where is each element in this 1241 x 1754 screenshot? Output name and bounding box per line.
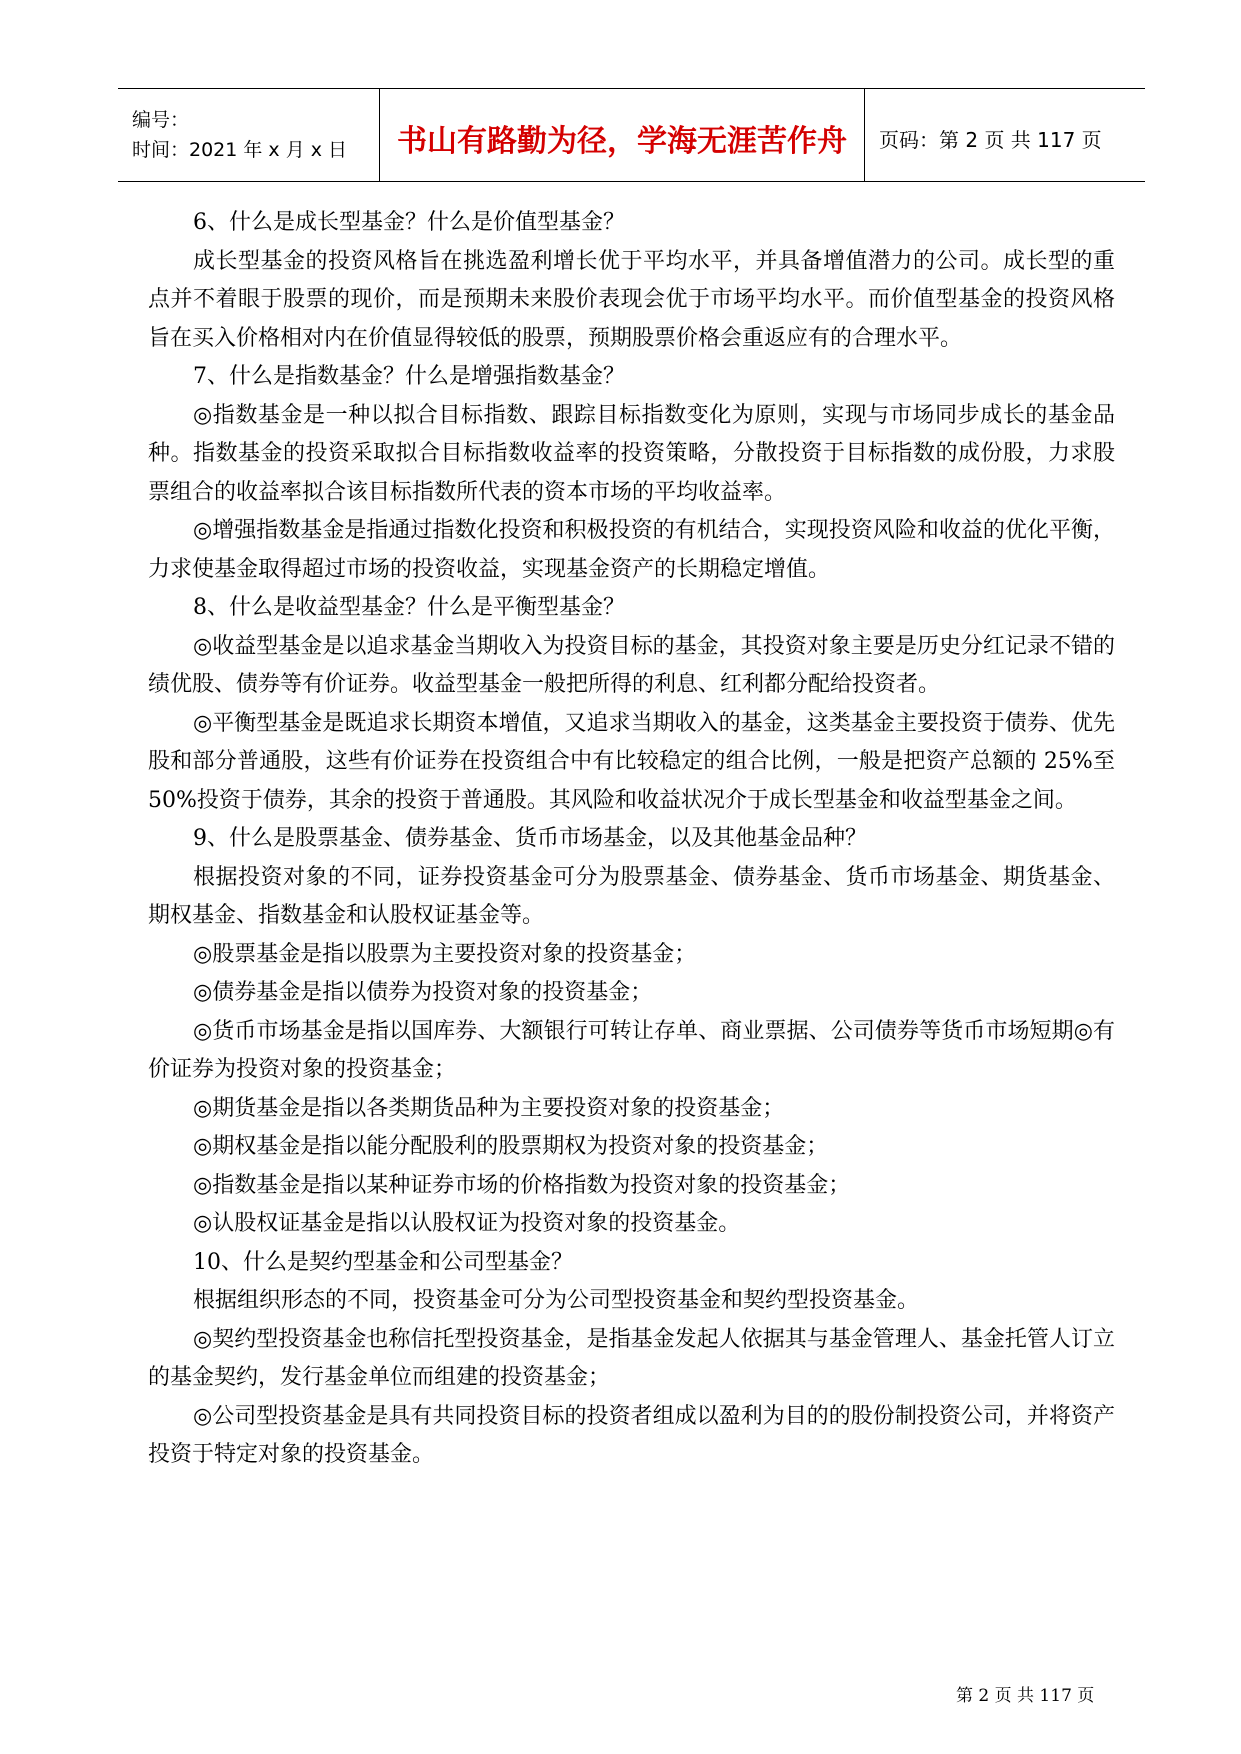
- paragraph: ◎收益型基金是以追求基金当期收入为投资目标的基金，其投资对象主要是历史分红记录不错的绩优股、债券等有价证券。收益型基金一般把所得的利息、红利都分配给投资者。: [148, 633, 1115, 697]
- motto-text: 书山有路勤为径，学海无涯苦作舟: [397, 124, 847, 159]
- paragraph: ◎增强指数基金是指通过指数化投资和积极投资的有机结合，实现投资风险和收益的优化平衡，力求使基金取得超过市场的投资收益，实现基金资产的长期稳定增值。: [148, 518, 1115, 582]
- list-item: ◎债券基金是指以债券为投资对象的投资基金；: [193, 980, 653, 1005]
- list-item: ◎期货基金是指以各类期货品种为主要投资对象的投资基金；: [193, 1095, 785, 1121]
- heading-q9: 9、什么是股票基金、债券基金、货币市场基金，以及其他基金品种？: [193, 826, 867, 851]
- heading-q8: 8、什么是收益型基金？什么是平衡型基金？: [193, 595, 625, 620]
- paragraph: 根据组织形态的不同，投资基金可分为公司型投资基金和契约型投资基金。: [193, 1288, 920, 1313]
- list-item: ◎认股权证基金是指以认股权证为投资对象的投资基金。: [193, 1211, 741, 1236]
- heading-q6: 6、什么是成长型基金？什么是价值型基金？: [193, 210, 625, 235]
- list-item: ◎货币市场基金是指以国库券、大额银行可转让存单、商业票据、公司债券等货币市场短期◎有价证券为投资对象的投资基金；: [148, 1018, 1115, 1082]
- paragraph: 根据投资对象的不同，证券投资基金可分为股票基金、债券基金、货币市场基金、期货基金、期权基金、指数基金和认股权证基金等。: [148, 864, 1115, 928]
- date-label: 时间：2021 年 x 月 x 日: [132, 139, 348, 161]
- header-page-cell: [865, 89, 1145, 181]
- header-motto-cell: [380, 89, 865, 181]
- paragraph: ◎公司型投资基金是具有共同投资目标的投资者组成以盈利为目的的股份制投资公司，并将资产投资于特定对象的投资基金。: [148, 1403, 1115, 1467]
- header-meta: [118, 89, 380, 181]
- number-label: 编号：: [132, 109, 190, 131]
- paragraph: 成长型基金的投资风格旨在挑选盈利增长优于平均水平，并具备增值潜力的公司。成长型的重点并不着眼于股票的现价，而是预期未来股价表现会优于市场平均水平。而价值型基金的投资风格旨在买入价格相对内在价值显得较低的股票，预期股票价格会重返应有的合理水平。: [148, 248, 1115, 351]
- list-item: ◎股票基金是指以股票为主要投资对象的投资基金；: [193, 941, 697, 967]
- heading-q10: 10、什么是契约型基金和公司型基金？: [193, 1249, 573, 1275]
- paragraph: ◎平衡型基金是既追求长期资本增值，又追求当期收入的基金，这类基金主要投资于债券、优先股和部分普通股，这些有价证券在投资组合中有比较稳定的组合比例，一般是把资产总额的 25%至 50%投资于债券，其余的投资于普通股。其风险和收益状况介于成长型基金和收益型基金之间。: [148, 710, 1115, 813]
- paragraph: ◎指数基金是一种以拟合目标指数、跟踪目标指数变化为原则，实现与市场同步成长的基金品种。指数基金的投资采取拟合目标指数收益率的投资策略，分散投资于目标指数的成份股，力求股票组合的收益率拟合该目标指数所代表的资本市场的平均收益率。: [148, 402, 1115, 505]
- page-footer: 第 2 页 共 117 页: [956, 1686, 1095, 1706]
- list-item: ◎期权基金是指以能分配股利的股票期权为投资对象的投资基金；: [193, 1134, 829, 1159]
- paragraph: ◎契约型投资基金也称信托型投资基金，是指基金发起人依据其与基金管理人、基金托管人订立的基金契约，发行基金单位而组建的投资基金；: [148, 1326, 1115, 1390]
- list-item: ◎指数基金是指以某种证券市场的价格指数为投资对象的投资基金；: [193, 1172, 851, 1198]
- document-body: [148, 204, 1115, 1475]
- heading-q7: 7、什么是指数基金？什么是增强指数基金？: [193, 364, 625, 389]
- page-indicator: 页码：第 2 页 共 117 页: [879, 127, 1102, 152]
- page-header: [118, 88, 1145, 182]
